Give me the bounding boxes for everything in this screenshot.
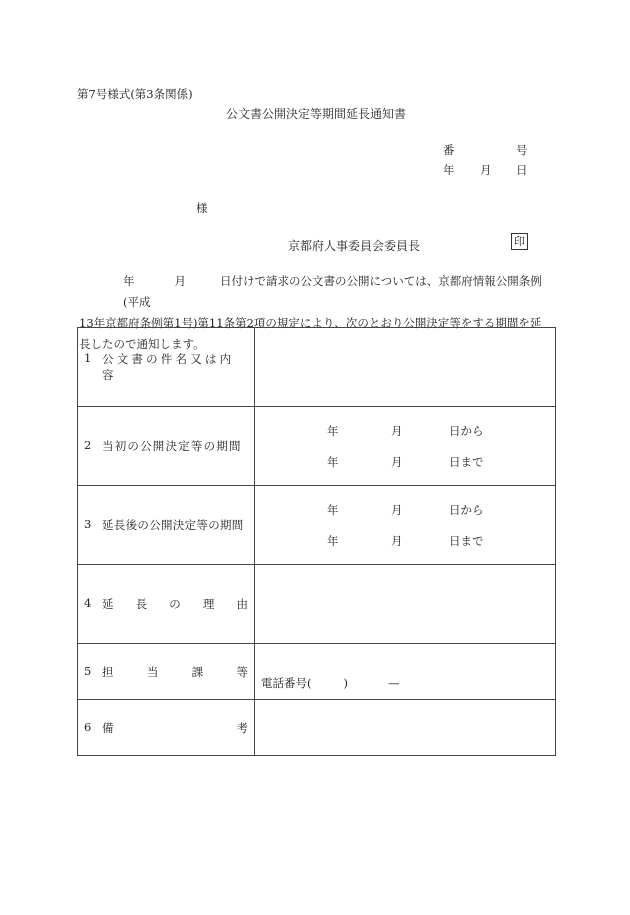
from-label: 日から [449, 502, 484, 517]
phone-label: 電話番号( [261, 675, 312, 690]
row-label: 担 当 課 等 [102, 664, 248, 679]
year-label: 年 [327, 533, 339, 548]
row-label: 延長後の公開決定等の期間 [102, 518, 244, 532]
date-month-label: 月 [480, 163, 492, 177]
body-line3: 長したので通知します。 [79, 337, 205, 351]
table-row [78, 407, 556, 486]
document-title: 公文書公開決定等期間延長通知書 [226, 107, 407, 121]
table-row [78, 700, 556, 756]
row-label-cell [78, 328, 255, 407]
from-label: 日から [449, 423, 484, 438]
row-label: 公文書の件名又は内容 [102, 352, 235, 382]
table-row [78, 644, 556, 700]
phone-close: ) [343, 675, 348, 690]
row-label: 当初の公開決定等の期間 [102, 439, 242, 453]
remarks-cell[interactable] [255, 700, 556, 756]
month-label: 月 [391, 423, 403, 438]
row-number: 1 [84, 351, 92, 365]
row-label-cell [78, 565, 255, 644]
body-month-label: 月 [174, 274, 186, 288]
form-number: 第7号様式(第3条関係) [77, 87, 193, 101]
month-label: 月 [391, 533, 403, 548]
phone-dash: — [388, 675, 400, 690]
row-label-cell [78, 486, 255, 565]
year-label: 年 [327, 454, 339, 469]
body-year-label: 年 [123, 274, 135, 288]
row-number: 6 [84, 719, 92, 734]
row-number: 3 [84, 517, 92, 531]
extended-period-cell[interactable] [255, 486, 556, 565]
table-row [78, 328, 556, 407]
table-row [78, 486, 556, 565]
month-label: 月 [391, 502, 403, 517]
notice-table [77, 327, 556, 756]
number-suffix: 号 [516, 143, 528, 157]
document-subject-cell[interactable] [255, 328, 556, 407]
number-label: 番 [443, 143, 455, 157]
body-line1: 日付けで請求の公文書の公開については、京都府情報公開条例(平成 [123, 274, 542, 309]
row-number: 4 [84, 596, 92, 610]
responsible-section-cell[interactable] [255, 644, 556, 700]
seal-mark: 印 [511, 233, 528, 250]
row-label-cell [78, 407, 255, 486]
addressee-suffix: 様 [196, 201, 208, 215]
until-label: 日まで [449, 533, 484, 548]
original-period-cell[interactable] [255, 407, 556, 486]
extension-reason-cell[interactable] [255, 565, 556, 644]
month-label: 月 [391, 454, 403, 469]
table-row [78, 565, 556, 644]
row-label-cell [78, 700, 255, 756]
until-label: 日まで [449, 454, 484, 469]
sender-name: 京都府人事委員会委員長 [288, 239, 421, 253]
year-label: 年 [327, 502, 339, 517]
row-number: 2 [84, 438, 92, 452]
date-year-label: 年 [443, 163, 455, 177]
body-line2: 13年京都府条例第1号)第11条第2項の規定により、次のとおり公開決定等をする期間を延 [79, 316, 542, 330]
row-label: 延 長 の 理 由 [102, 597, 248, 611]
year-label: 年 [327, 423, 339, 438]
row-number: 5 [84, 663, 92, 678]
row-label-cell [78, 644, 255, 700]
date-day-label: 日 [516, 163, 528, 177]
row-label: 備 考 [102, 720, 248, 735]
